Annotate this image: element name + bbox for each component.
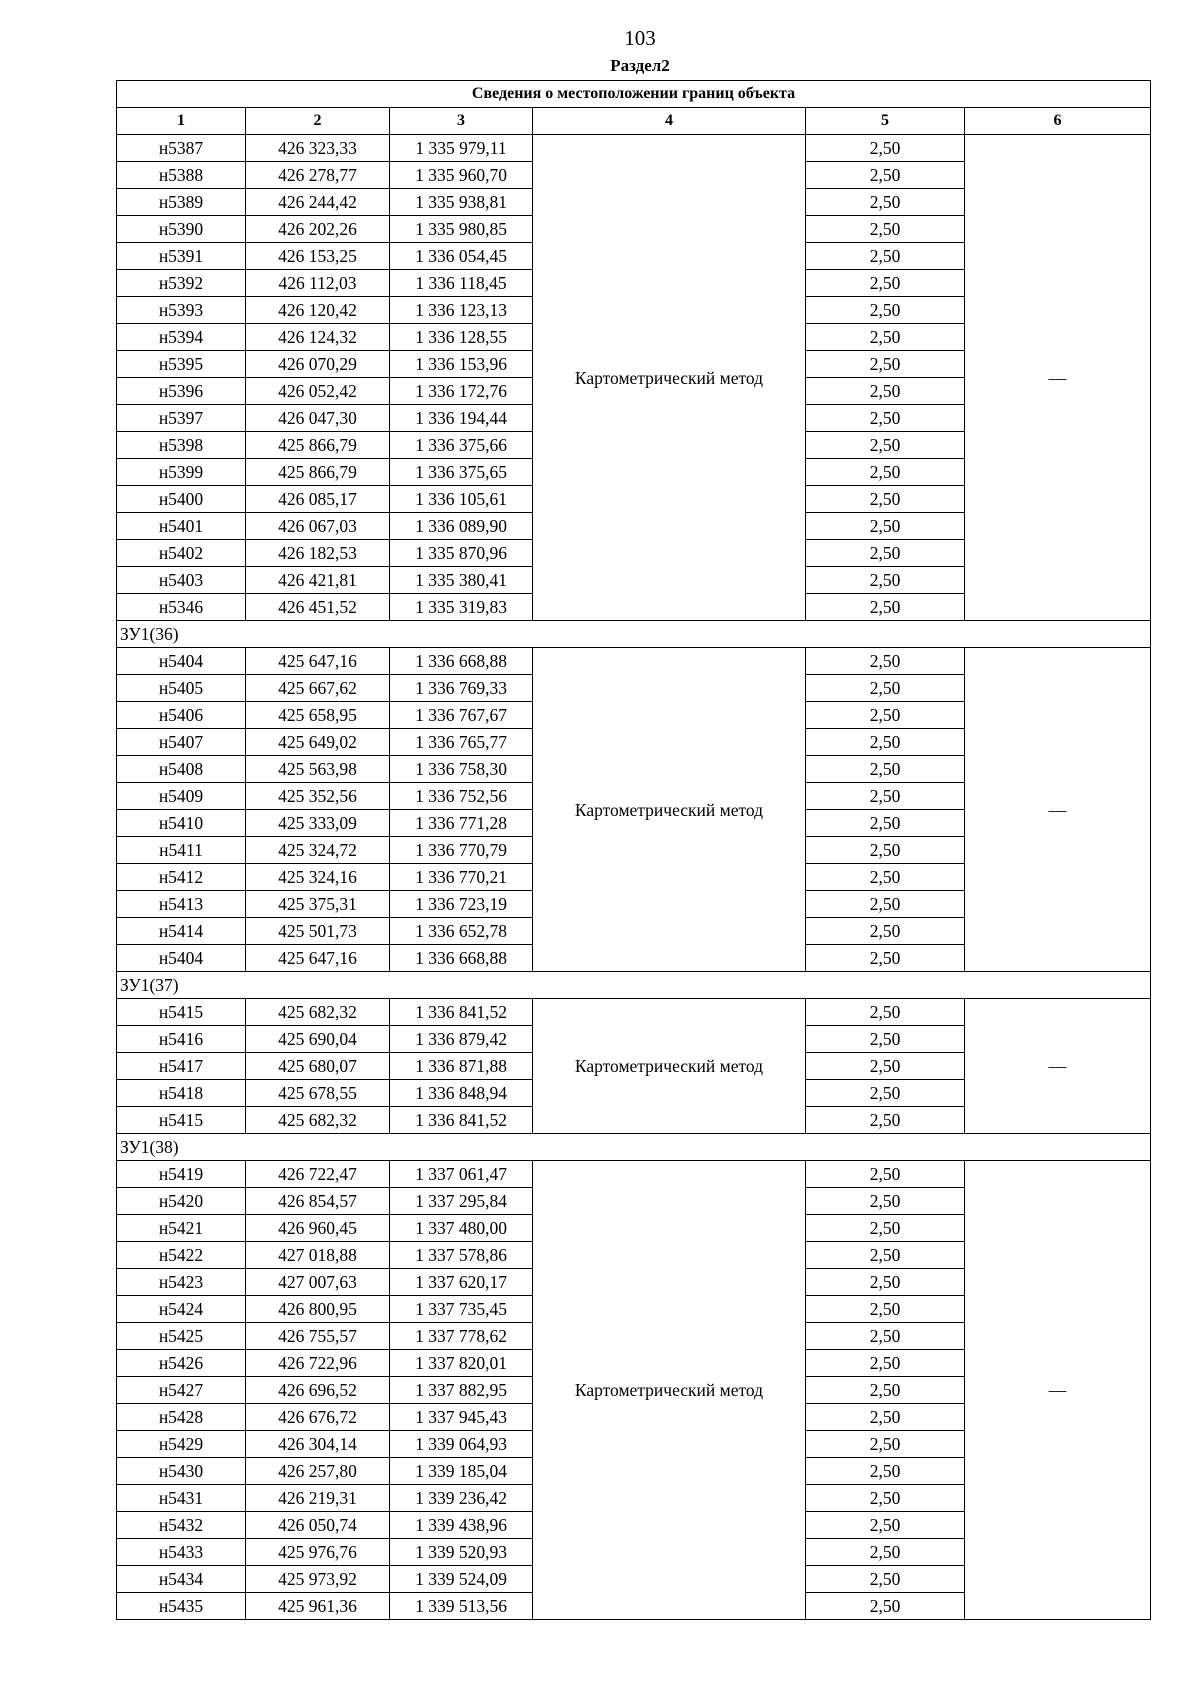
point-id: н5399 [117,459,246,486]
coordinate-x: 426 676,72 [246,1404,390,1431]
point-id: н5431 [117,1485,246,1512]
coordinate-y: 1 337 820,01 [390,1350,533,1377]
accuracy-value: 2,50 [806,1188,965,1215]
method-cell: Картометрический метод [533,1161,806,1620]
accuracy-value: 2,50 [806,1512,965,1539]
coordinate-x: 426 304,14 [246,1431,390,1458]
caption-row [117,81,1151,108]
accuracy-value: 2,50 [806,837,965,864]
accuracy-value: 2,50 [806,864,965,891]
point-id: н5407 [117,729,246,756]
coordinate-x: 426 960,45 [246,1215,390,1242]
coordinate-y: 1 336 752,56 [390,783,533,810]
coordinate-y: 1 335 979,11 [390,135,533,162]
point-id: н5415 [117,1107,246,1134]
column-6-cell: — [965,999,1151,1134]
column-6-cell: — [965,135,1151,621]
point-id: н5434 [117,1566,246,1593]
coordinate-x: 427 007,63 [246,1269,390,1296]
point-id: н5408 [117,756,246,783]
accuracy-value: 2,50 [806,1215,965,1242]
accuracy-value: 2,50 [806,432,965,459]
coordinate-x: 426 153,25 [246,243,390,270]
parcel-label: ЗУ1(38) [117,1134,1151,1161]
coordinate-y: 1 335 319,83 [390,594,533,621]
point-id: н5426 [117,1350,246,1377]
accuracy-value: 2,50 [806,567,965,594]
coordinate-y: 1 337 778,62 [390,1323,533,1350]
point-id: н5424 [117,1296,246,1323]
coordinate-x: 426 323,33 [246,135,390,162]
accuracy-value: 2,50 [806,270,965,297]
point-id: н5404 [117,945,246,972]
coordinate-x: 426 070,29 [246,351,390,378]
accuracy-value: 2,50 [806,1053,965,1080]
coordinate-y: 1 336 375,66 [390,432,533,459]
point-id: н5416 [117,1026,246,1053]
coordinate-y: 1 336 054,45 [390,243,533,270]
accuracy-value: 2,50 [806,891,965,918]
column-number: 4 [533,108,806,135]
accuracy-value: 2,50 [806,675,965,702]
point-id: н5388 [117,162,246,189]
coordinate-x: 426 755,57 [246,1323,390,1350]
accuracy-value: 2,50 [806,1539,965,1566]
point-id: н5390 [117,216,246,243]
coordinate-y: 1 336 771,28 [390,810,533,837]
coordinate-x: 426 202,26 [246,216,390,243]
column-number: 3 [390,108,533,135]
method-cell: Картометрический метод [533,999,806,1134]
point-id: н5411 [117,837,246,864]
coordinate-y: 1 336 769,33 [390,675,533,702]
coordinate-x: 425 649,02 [246,729,390,756]
coordinate-y: 1 336 194,44 [390,405,533,432]
accuracy-value: 2,50 [806,1323,965,1350]
coordinate-x: 426 421,81 [246,567,390,594]
point-id: н5413 [117,891,246,918]
point-id: н5428 [117,1404,246,1431]
coordinate-x: 425 501,73 [246,918,390,945]
point-id: н5395 [117,351,246,378]
accuracy-value: 2,50 [806,135,965,162]
point-id: н5427 [117,1377,246,1404]
point-id: н5417 [117,1053,246,1080]
accuracy-value: 2,50 [806,1593,965,1620]
coordinate-y: 1 336 767,67 [390,702,533,729]
point-id: н5391 [117,243,246,270]
accuracy-value: 2,50 [806,351,965,378]
accuracy-value: 2,50 [806,1431,965,1458]
coordinate-y: 1 336 765,77 [390,729,533,756]
point-id: н5409 [117,783,246,810]
coordinate-y: 1 336 375,65 [390,459,533,486]
point-id: н5435 [117,1593,246,1620]
accuracy-value: 2,50 [806,756,965,783]
accuracy-value: 2,50 [806,1107,965,1134]
coordinate-y: 1 339 524,09 [390,1566,533,1593]
coordinate-y: 1 339 513,56 [390,1593,533,1620]
accuracy-value: 2,50 [806,918,965,945]
boundary-table [116,80,1151,1620]
coordinate-y: 1 336 841,52 [390,1107,533,1134]
coordinate-x: 427 018,88 [246,1242,390,1269]
accuracy-value: 2,50 [806,1566,965,1593]
parcel-group-row [117,1134,1151,1161]
parcel-label: ЗУ1(36) [117,621,1151,648]
accuracy-value: 2,50 [806,810,965,837]
coordinate-x: 425 690,04 [246,1026,390,1053]
column-number: 1 [117,108,246,135]
coordinate-y: 1 335 960,70 [390,162,533,189]
coordinate-x: 425 667,62 [246,675,390,702]
point-id: н5398 [117,432,246,459]
coordinate-x: 426 067,03 [246,513,390,540]
coordinate-y: 1 336 848,94 [390,1080,533,1107]
parcel-group-row [117,621,1151,648]
point-id: н5421 [117,1215,246,1242]
accuracy-value: 2,50 [806,324,965,351]
coordinate-y: 1 339 520,93 [390,1539,533,1566]
coordinate-y: 1 337 735,45 [390,1296,533,1323]
coordinate-x: 425 324,72 [246,837,390,864]
accuracy-value: 2,50 [806,594,965,621]
point-id: н5404 [117,648,246,675]
accuracy-value: 2,50 [806,1350,965,1377]
point-id: н5410 [117,810,246,837]
coordinate-y: 1 337 945,43 [390,1404,533,1431]
table-caption: Сведения о местоположении границ объекта [117,81,1151,108]
coordinate-x: 425 961,36 [246,1593,390,1620]
accuracy-value: 2,50 [806,162,965,189]
coordinate-y: 1 336 172,76 [390,378,533,405]
coordinate-x: 425 352,56 [246,783,390,810]
column-number: 5 [806,108,965,135]
coordinate-y: 1 335 870,96 [390,540,533,567]
point-id: н5430 [117,1458,246,1485]
coordinate-y: 1 336 105,61 [390,486,533,513]
coordinate-y: 1 336 758,30 [390,756,533,783]
table-row [117,999,1151,1026]
accuracy-value: 2,50 [806,1377,965,1404]
coordinate-y: 1 336 128,55 [390,324,533,351]
coordinate-x: 426 120,42 [246,297,390,324]
point-id: н5412 [117,864,246,891]
point-id: н5403 [117,567,246,594]
point-id: н5415 [117,999,246,1026]
coordinate-x: 425 324,16 [246,864,390,891]
coordinate-x: 425 375,31 [246,891,390,918]
accuracy-value: 2,50 [806,540,965,567]
coordinate-y: 1 336 879,42 [390,1026,533,1053]
coordinate-x: 425 678,55 [246,1080,390,1107]
coordinate-y: 1 336 770,21 [390,864,533,891]
point-id: н5433 [117,1539,246,1566]
accuracy-value: 2,50 [806,999,965,1026]
coordinate-y: 1 336 089,90 [390,513,533,540]
point-id: н5420 [117,1188,246,1215]
accuracy-value: 2,50 [806,1269,965,1296]
coordinate-x: 425 563,98 [246,756,390,783]
accuracy-value: 2,50 [806,1242,965,1269]
coordinate-y: 1 339 185,04 [390,1458,533,1485]
coordinate-y: 1 339 438,96 [390,1512,533,1539]
accuracy-value: 2,50 [806,1080,965,1107]
coordinate-y: 1 336 123,13 [390,297,533,324]
point-id: н5423 [117,1269,246,1296]
coordinate-x: 425 682,32 [246,999,390,1026]
method-cell: Картометрический метод [533,648,806,972]
coordinate-x: 425 647,16 [246,945,390,972]
column-6-cell: — [965,648,1151,972]
coordinate-y: 1 336 723,19 [390,891,533,918]
point-id: н5397 [117,405,246,432]
coordinate-y: 1 337 295,84 [390,1188,533,1215]
point-id: н5346 [117,594,246,621]
coordinate-x: 425 647,16 [246,648,390,675]
coordinate-x: 426 124,32 [246,324,390,351]
coordinate-y: 1 337 620,17 [390,1269,533,1296]
point-id: н5425 [117,1323,246,1350]
point-id: н5393 [117,297,246,324]
point-id: н5432 [117,1512,246,1539]
point-id: н5422 [117,1242,246,1269]
point-id: н5401 [117,513,246,540]
coordinate-y: 1 336 668,88 [390,945,533,972]
accuracy-value: 2,50 [806,297,965,324]
accuracy-value: 2,50 [806,1296,965,1323]
coordinate-x: 426 050,74 [246,1512,390,1539]
coordinate-y: 1 339 064,93 [390,1431,533,1458]
table-row [117,135,1151,162]
point-id: н5394 [117,324,246,351]
coordinate-y: 1 336 153,96 [390,351,533,378]
coordinate-x: 425 866,79 [246,459,390,486]
point-id: н5400 [117,486,246,513]
coordinate-y: 1 336 841,52 [390,999,533,1026]
coordinate-x: 426 451,52 [246,594,390,621]
coordinate-y: 1 339 236,42 [390,1485,533,1512]
point-id: н5405 [117,675,246,702]
coordinate-x: 426 052,42 [246,378,390,405]
coordinate-y: 1 337 578,86 [390,1242,533,1269]
accuracy-value: 2,50 [806,1161,965,1188]
coordinate-y: 1 336 668,88 [390,648,533,675]
coordinate-x: 426 722,96 [246,1350,390,1377]
point-id: н5406 [117,702,246,729]
point-id: н5402 [117,540,246,567]
coordinate-y: 1 336 652,78 [390,918,533,945]
table-body [117,81,1151,1620]
point-id: н5387 [117,135,246,162]
coordinate-x: 425 333,09 [246,810,390,837]
coordinate-x: 426 112,03 [246,270,390,297]
column-number: 6 [965,108,1151,135]
coordinate-x: 426 854,57 [246,1188,390,1215]
coordinate-x: 426 722,47 [246,1161,390,1188]
coordinate-y: 1 336 871,88 [390,1053,533,1080]
coordinate-x: 426 257,80 [246,1458,390,1485]
accuracy-value: 2,50 [806,1485,965,1512]
coordinate-x: 425 658,95 [246,702,390,729]
coordinate-x: 425 976,76 [246,1539,390,1566]
parcel-group-row [117,972,1151,999]
accuracy-value: 2,50 [806,378,965,405]
coordinate-y: 1 337 882,95 [390,1377,533,1404]
accuracy-value: 2,50 [806,216,965,243]
column-number: 2 [246,108,390,135]
accuracy-value: 2,50 [806,1026,965,1053]
point-id: н5392 [117,270,246,297]
coordinate-x: 425 973,92 [246,1566,390,1593]
column-number-row [117,108,1151,135]
coordinate-x: 426 278,77 [246,162,390,189]
accuracy-value: 2,50 [806,189,965,216]
coordinate-y: 1 337 480,00 [390,1215,533,1242]
point-id: н5418 [117,1080,246,1107]
accuracy-value: 2,50 [806,783,965,810]
coordinate-x: 426 219,31 [246,1485,390,1512]
coordinate-y: 1 335 980,85 [390,216,533,243]
accuracy-value: 2,50 [806,486,965,513]
coordinate-x: 426 085,17 [246,486,390,513]
accuracy-value: 2,50 [806,405,965,432]
coordinate-x: 425 866,79 [246,432,390,459]
coordinate-y: 1 335 380,41 [390,567,533,594]
point-id: н5414 [117,918,246,945]
method-cell: Картометрический метод [533,135,806,621]
page-number: 103 [624,26,656,50]
coordinate-y: 1 336 770,79 [390,837,533,864]
point-id: н5389 [117,189,246,216]
coordinate-x: 425 682,32 [246,1107,390,1134]
accuracy-value: 2,50 [806,729,965,756]
coordinate-x: 426 696,52 [246,1377,390,1404]
section-title: Раздел2 [610,56,670,75]
point-id: н5429 [117,1431,246,1458]
accuracy-value: 2,50 [806,1404,965,1431]
coordinate-y: 1 337 061,47 [390,1161,533,1188]
column-6-cell: — [965,1161,1151,1620]
accuracy-value: 2,50 [806,243,965,270]
coordinate-x: 426 244,42 [246,189,390,216]
table-row [117,648,1151,675]
coordinate-x: 426 182,53 [246,540,390,567]
coordinate-y: 1 335 938,81 [390,189,533,216]
coordinate-x: 426 047,30 [246,405,390,432]
accuracy-value: 2,50 [806,945,965,972]
accuracy-value: 2,50 [806,1458,965,1485]
parcel-label: ЗУ1(37) [117,972,1151,999]
coordinate-y: 1 336 118,45 [390,270,533,297]
point-id: н5396 [117,378,246,405]
table-row [117,1161,1151,1188]
accuracy-value: 2,50 [806,648,965,675]
coordinate-x: 425 680,07 [246,1053,390,1080]
accuracy-value: 2,50 [806,513,965,540]
accuracy-value: 2,50 [806,702,965,729]
coordinate-x: 426 800,95 [246,1296,390,1323]
accuracy-value: 2,50 [806,459,965,486]
point-id: н5419 [117,1161,246,1188]
